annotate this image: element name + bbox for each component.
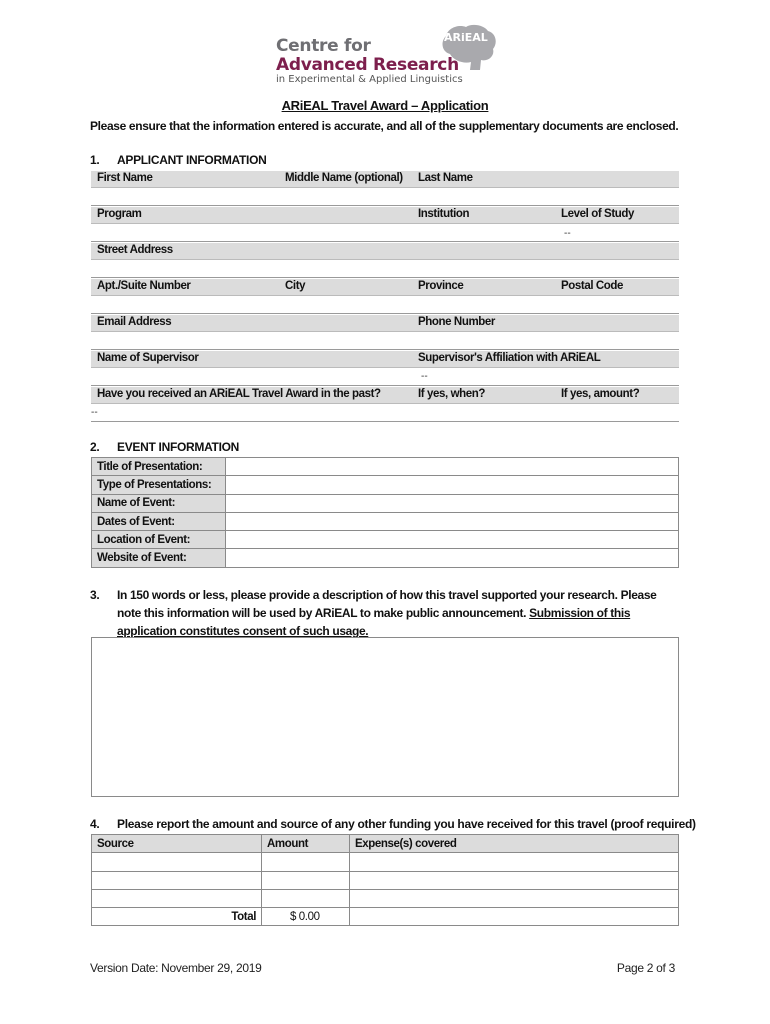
table-row xyxy=(92,871,679,889)
expenses-column-header: Expense(s) covered xyxy=(350,835,679,853)
source-cell[interactable] xyxy=(92,853,262,871)
total-expenses-cell xyxy=(350,908,679,926)
amount-cell[interactable] xyxy=(262,889,350,907)
table-row xyxy=(92,512,679,530)
table-total-row xyxy=(92,908,679,926)
section-4-number: 4. xyxy=(90,817,100,831)
section-3-number: 3. xyxy=(90,588,100,602)
total-amount: $ 0.00 xyxy=(262,908,350,926)
section-1-number: 1. xyxy=(90,153,100,167)
section-4-title: Please report the amount and source of any other funding you have received for this travel (proof required) xyxy=(117,817,696,831)
event-title-label: Title of Presentation: xyxy=(92,458,226,476)
section-3-consent-text: Submission of this application constitutes consent of such usage. xyxy=(117,606,631,638)
phone-label: Phone Number xyxy=(418,316,495,328)
past-award-label: Have you received an ARiEAL Travel Award in the past? xyxy=(97,388,381,400)
supervisor-label: Name of Supervisor xyxy=(97,352,199,364)
source-cell[interactable] xyxy=(92,871,262,889)
event-title-field[interactable] xyxy=(226,458,679,476)
page-number: Page 2 of 3 xyxy=(616,961,675,975)
table-row xyxy=(92,458,679,476)
source-column-header: Source xyxy=(92,835,262,853)
section-2-heading xyxy=(90,440,239,454)
logo-line-2: Advanced Research xyxy=(276,55,459,75)
section-1-heading xyxy=(90,153,266,167)
event-info-table xyxy=(91,457,679,568)
event-type-field[interactable] xyxy=(226,476,679,494)
section-2-number: 2. xyxy=(90,440,100,454)
past-award-amount-label: If yes, amount? xyxy=(561,388,640,400)
event-location-field[interactable] xyxy=(226,531,679,549)
expenses-cell[interactable] xyxy=(350,889,679,907)
table-row xyxy=(92,531,679,549)
level-of-study-select[interactable]: -- xyxy=(564,228,571,239)
table-header-row xyxy=(92,835,679,853)
event-name-field[interactable] xyxy=(226,494,679,512)
program-field-line[interactable] xyxy=(91,241,679,242)
event-type-label: Type of Presentations: xyxy=(92,476,226,494)
section-3-question xyxy=(90,586,680,640)
event-name-label: Name of Event: xyxy=(92,494,226,512)
city-label: City xyxy=(285,280,306,292)
event-dates-label: Dates of Event: xyxy=(92,512,226,530)
last-name-label: Last Name xyxy=(418,172,473,184)
description-textarea[interactable] xyxy=(91,637,679,797)
ariel-logo xyxy=(272,24,502,86)
version-date: Version Date: November 29, 2019 xyxy=(90,961,262,975)
amount-column-header: Amount xyxy=(262,835,350,853)
amount-cell[interactable] xyxy=(262,853,350,871)
program-label: Program xyxy=(97,208,142,220)
level-of-study-label: Level of Study xyxy=(561,208,634,220)
event-website-field[interactable] xyxy=(226,549,679,567)
event-dates-field[interactable] xyxy=(226,512,679,530)
page-title: ARiEAL Travel Award – Application xyxy=(281,98,489,113)
logo-line-1: Centre for xyxy=(276,36,371,56)
street-address-label: Street Address xyxy=(97,244,173,256)
section-4-heading xyxy=(90,817,696,831)
table-row xyxy=(92,476,679,494)
table-row xyxy=(92,549,679,567)
email-label: Email Address xyxy=(97,316,172,328)
table-row xyxy=(92,494,679,512)
source-cell[interactable] xyxy=(92,889,262,907)
section-1-title: APPLICANT INFORMATION xyxy=(117,153,267,167)
middle-name-label: Middle Name (optional) xyxy=(285,172,403,184)
event-website-label: Website of Event: xyxy=(92,549,226,567)
past-award-select[interactable]: -- xyxy=(91,407,98,418)
total-label: Total xyxy=(92,908,262,926)
logo-line-3: in Experimental & Applied Linguistics xyxy=(276,74,463,85)
contact-field-line[interactable] xyxy=(91,349,679,350)
supervisor-affiliation-select[interactable]: -- xyxy=(421,371,428,382)
expenses-cell[interactable] xyxy=(350,871,679,889)
funding-table xyxy=(91,834,679,926)
name-field-line[interactable] xyxy=(91,205,679,206)
postal-code-label: Postal Code xyxy=(561,280,624,292)
section-3-text: In 150 words or less, please provide a description of how this travel supported your research. Please note this information will be used by ARiEAL to make public announcement. xyxy=(117,588,657,620)
table-row xyxy=(92,889,679,907)
event-location-label: Location of Event: xyxy=(92,531,226,549)
contact-label-bar xyxy=(91,315,679,332)
supervisor-affiliation-label: Supervisor's Affiliation with ARiEAL xyxy=(418,352,601,364)
past-award-field-line[interactable] xyxy=(91,421,679,422)
street-label-bar xyxy=(91,243,679,260)
intro-text: Please ensure that the information entered is accurate, and all of the supplementary documents are enclosed. xyxy=(90,119,679,133)
logo-mark: ARiEAL xyxy=(444,31,488,44)
expenses-cell[interactable] xyxy=(350,853,679,871)
province-label: Province xyxy=(418,280,464,292)
street-field-line[interactable] xyxy=(91,277,679,278)
address-field-line[interactable] xyxy=(91,313,679,314)
apt-suite-label: Apt./Suite Number xyxy=(97,280,191,292)
table-row xyxy=(92,853,679,871)
section-2-title: EVENT INFORMATION xyxy=(117,440,240,454)
past-award-when-label: If yes, when? xyxy=(418,388,486,400)
institution-label: Institution xyxy=(418,208,470,220)
supervisor-field-line[interactable] xyxy=(91,385,679,386)
first-name-label: First Name xyxy=(97,172,153,184)
amount-cell[interactable] xyxy=(262,871,350,889)
